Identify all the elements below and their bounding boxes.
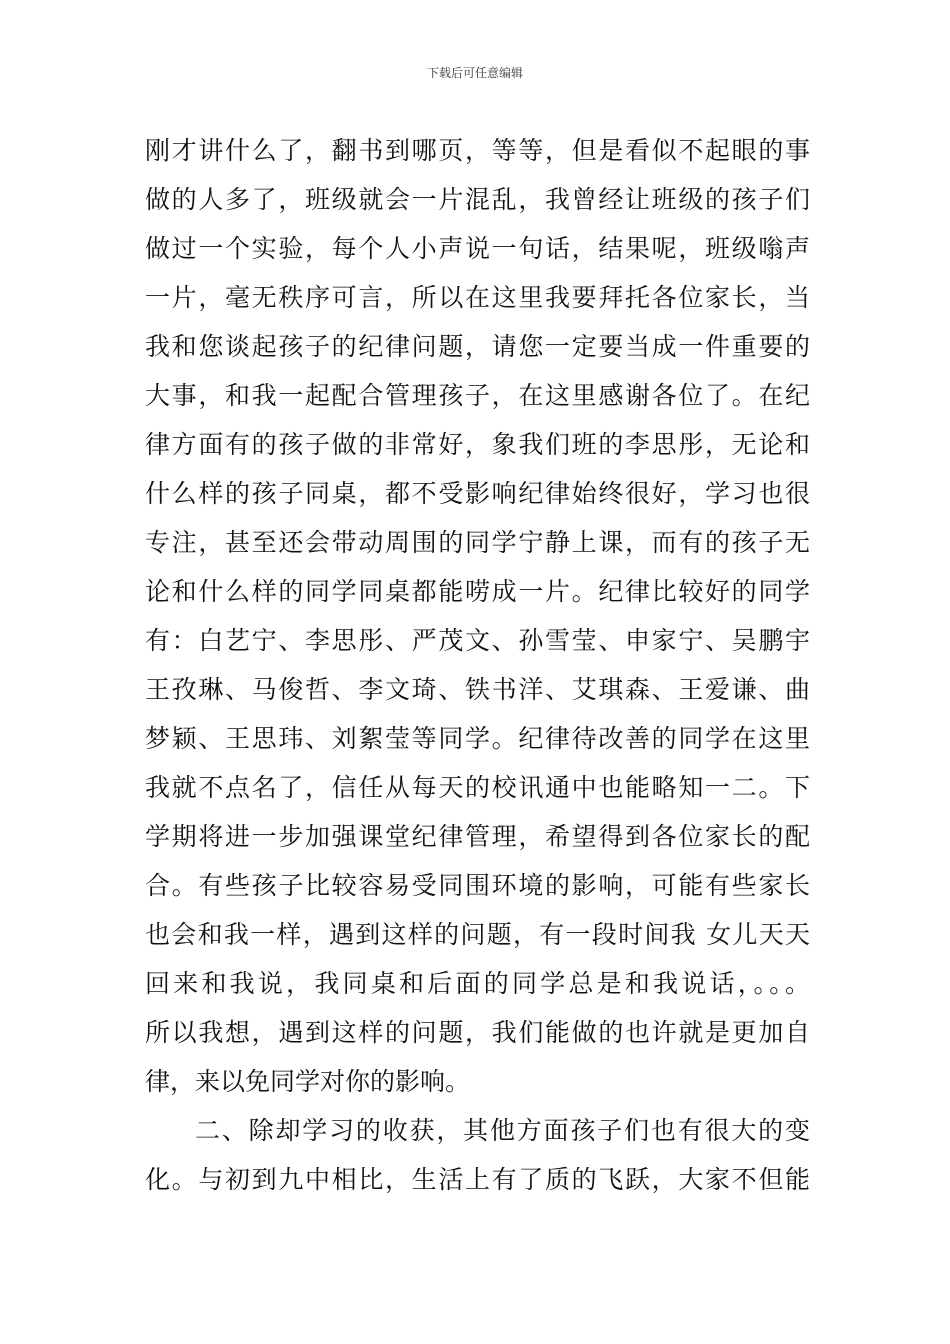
text-line: 我就不点名了，信任从每天的校讯通中也能略知一二。下 xyxy=(145,773,810,802)
text-line: 做过一个实验，每个人小声说一句话，结果呢，班级嗡声 xyxy=(145,234,810,263)
text-line: 所以我想，遇到这样的问题，我们能做的也许就是更加自 xyxy=(145,1018,810,1047)
text-line: 大事，和我一起配合管理孩子，在这里感谢各位了。在纪 xyxy=(145,381,810,410)
paragraph-end-line: 律，来以免同学对你的影响。 xyxy=(145,1067,471,1096)
text-line: 有：白艺宁、李思彤、严茂文、孙雪莹、申家宁、吴鹏宇 xyxy=(145,626,810,655)
text-line: 一片，毫无秩序可言，所以在这里我要拜托各位家长，当 xyxy=(145,283,810,312)
text-line: 回来和我说，我同桌和后面的同学总是和我说话，。。。 xyxy=(145,969,810,998)
document-body xyxy=(145,126,810,1204)
text-line: 也会和我一样，遇到这样的问题，有一段时间我 女儿天天 xyxy=(145,920,810,949)
text-line: 学期将进一步加强课堂纪律管理，希望得到各位家长的配 xyxy=(145,822,810,851)
text-line: 梦颖、王思玮、刘絮莹等同学。纪律待改善的同学在这里 xyxy=(145,724,810,753)
text-line: 专注，甚至还会带动周围的同学宁静上课，而有的孩子无 xyxy=(145,528,810,557)
text-line: 我和您谈起孩子的纪律问题，请您一定要当成一件重要的 xyxy=(145,332,810,361)
page-header: 下载后可任意编辑 xyxy=(426,66,523,80)
text-line: 合。有些孩子比较容易受同围环境的影响，可能有些家长 xyxy=(145,871,810,900)
text-line: 化。与初到九中相比，生活上有了质的飞跃，大家不但能 xyxy=(145,1165,810,1194)
text-line: 律方面有的孩子做的非常好，象我们班的李思彤，无论和 xyxy=(145,430,810,459)
text-line: 刚才讲什么了，翻书到哪页，等等，但是看似不起眼的事 xyxy=(145,136,810,165)
text-line: 什么样的孩子同桌，都不受影响纪律始终很好，学习也很 xyxy=(145,479,810,508)
text-line: 王孜琳、马俊哲、李文琦、铁书洋、艾琪森、王爱谦、曲 xyxy=(145,675,810,704)
text-line: 做的人多了，班级就会一片混乱，我曾经让班级的孩子们 xyxy=(145,185,810,214)
text-line: 论和什么样的同学同桌都能唠成一片。纪律比较好的同学 xyxy=(145,577,810,606)
paragraph-first-line: 二、除却学习的收获，其他方面孩子们也有很大的变 xyxy=(195,1116,810,1145)
